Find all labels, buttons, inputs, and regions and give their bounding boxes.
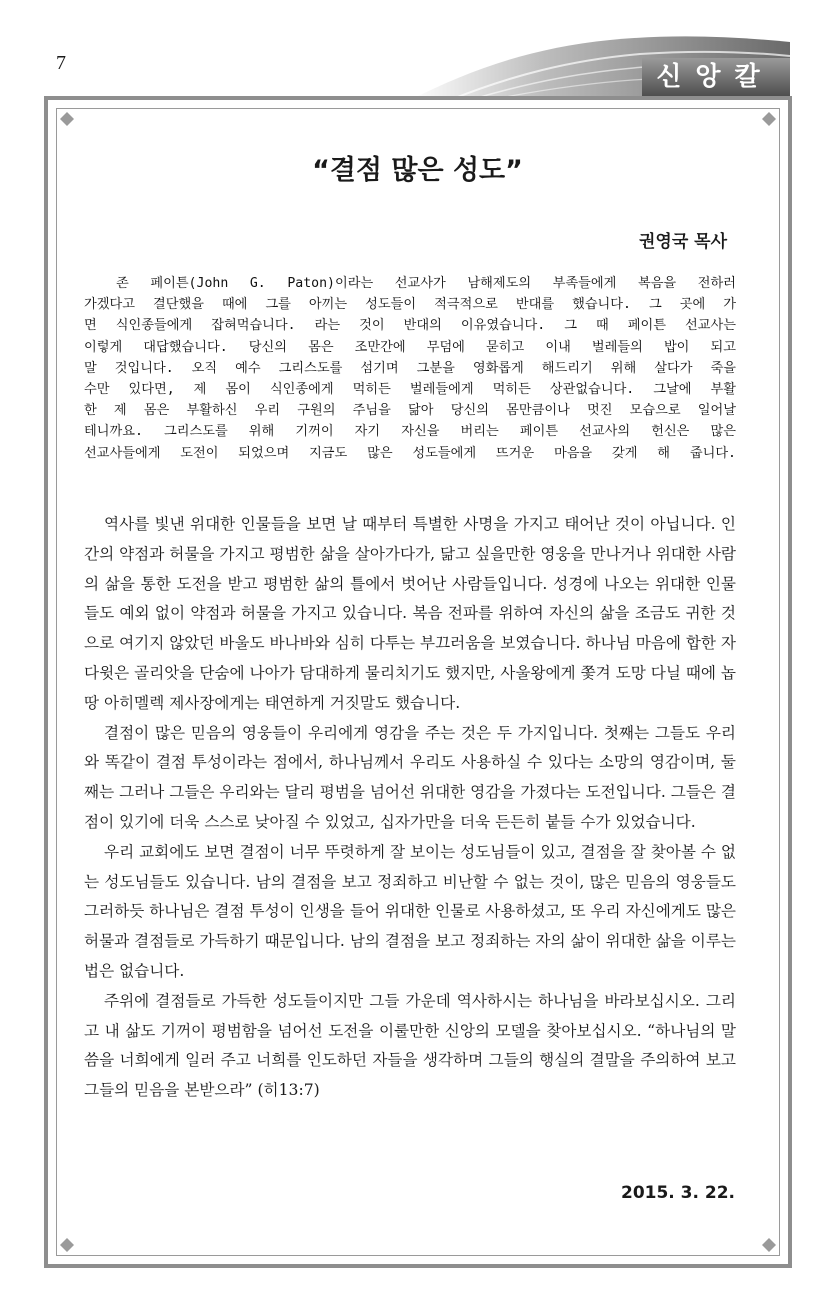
quote-line: 면 식인종들에게 잡혀먹습니다. 라는 것이 반대의 이유였습니다. 그 때 페이튼 선교사는 xyxy=(84,318,736,334)
body-paragraph: 주위에 결점들로 가득한 성도들이지만 그들 가운데 역사하시는 하나님을 바라보십시오. 그리고 내 삶도 기꺼이 평범함을 넘어선 도전을 이룰만한 신앙의 모델을 찾아보십시오. “하나님의 말씀을 너희에게 일러 주고 너희를 인도하던 자들을 생각하며 그들의 행실의 결말을 주의하여 보고 그들의 믿음을 본받으라” (히13:7) xyxy=(84,991,736,1100)
article-title: “결점 많은 성도” xyxy=(312,155,523,186)
body-paragraph: 결점이 많은 믿음의 영웅들이 우리에게 영감을 주는 것은 두 가지입니다. 첫째는 그들도 우리와 똑같이 결점 투성이라는 점에서, 하나님께서 우리도 사용하실 수 있다는 소망의 영감이며, 둘째는 그러나 그들은 우리와는 달리 평범을 넘어선 위대한 영감을 가졌다는 도전입니다. 그들은 결점이 있기에 더욱 스스로 낮아질 수 있었고, 십자가만을 더욱 든든히 붙들 수가 있었습니다. xyxy=(84,723,736,831)
body-paragraph: 역사를 빛낸 위대한 인물들을 보면 날 때부터 특별한 사명을 가지고 태어난 것이 아닙니다. 인간의 약점과 허물을 가지고 평범한 삶을 살아가다가, 닮고 싶을만한 영웅을 만나거나 위대한 사람의 삶을 통한 도전을 받고 평범한 삶의 틀에서 벗어난 사람들입니다. 성경에 나오는 위대한 인물들도 예외 없이 약점과 허물을 가지고 있습니다. 복음 전파를 위하여 자신의 삶을 조금도 귀한 것으로 여기지 않았던 바울도 바나바와 심히 다투는 부끄러움을 보였습니다. 하나님 마음에 합한 자 다윗은 골리앗을 단숨에 나아가 담대하게 물리치기도 했지만, 사울왕에게 쫓겨 도망 다닐 때에 놉 땅 아히멜렉 제사장에게는 태연하게 거짓말도 했습니다. xyxy=(84,515,736,712)
article-body xyxy=(84,510,736,1106)
section-label: 신앙칼럼 xyxy=(656,62,774,130)
quote-line: 말 것입니다. 오직 예수 그리스도를 섬기며 그분을 영화롭게 해드리기 위해 살다가 죽을 xyxy=(84,360,736,376)
corner-ornament xyxy=(60,112,74,126)
quote-line: 선교사들에게 도전이 되었으며 지금도 많은 성도들에게 뜨거운 마음을 갖게 해 줍니다. xyxy=(84,445,736,461)
corner-ornament xyxy=(762,1238,776,1252)
quote-line: 이렇게 대답했습니다. 당신의 몸은 조만간에 무덤에 묻히고 이내 벌레들의 밥이 되고 xyxy=(84,339,736,355)
article-date: 2015. 3. 22. xyxy=(620,1183,735,1203)
quote-line: 존 페이튼(John G. Paton)이라는 선교사가 남해제도의 부족들에게 복음을 전하러 xyxy=(116,276,736,291)
body-paragraph: 우리 교회에도 보면 결점이 너무 뚜렷하게 잘 보이는 성도님들이 있고, 결점을 잘 찾아볼 수 없는 성도님들도 있습니다. 남의 결점을 보고 정죄하고 비난할 수 없는 것이, 많은 믿음의 영웅들도 그러하듯 하나님은 결점 투성이 인생을 들어 위대한 인물로 사용하셨고, 또 우리 자신에게도 많은 허물과 결점들로 가득하기 때문입니다. 남의 결점을 보고 정죄하는 자의 삶이 위대한 삶을 이루는 법은 없습니다. xyxy=(84,842,736,980)
corner-ornament xyxy=(60,1238,74,1252)
page-number: 7 xyxy=(56,52,66,74)
corner-ornament xyxy=(762,112,776,126)
quote-line: 한 제 몸은 부활하신 우리 구원의 주님을 닮아 당신의 몸만큼이나 멋진 모습으로 일어날 xyxy=(84,403,736,419)
quote-line: 수만 있다면, 제 몸이 식인종에게 먹히든 벌레들에게 먹히든 상관없습니다. 그날에 부활 xyxy=(84,382,736,398)
article-author: 권영국 목사 xyxy=(638,232,727,252)
quote-line: 가겠다고 결단했을 때에 그를 아끼는 성도들이 적극적으로 반대를 했습니다. 그 곳에 가 xyxy=(84,297,736,313)
quote-line: 테니까요. 그리스도를 위해 기꺼이 자기 자신을 버리는 페이튼 선교사의 헌신은 많은 xyxy=(84,424,736,440)
epigraph-quote xyxy=(84,273,736,464)
